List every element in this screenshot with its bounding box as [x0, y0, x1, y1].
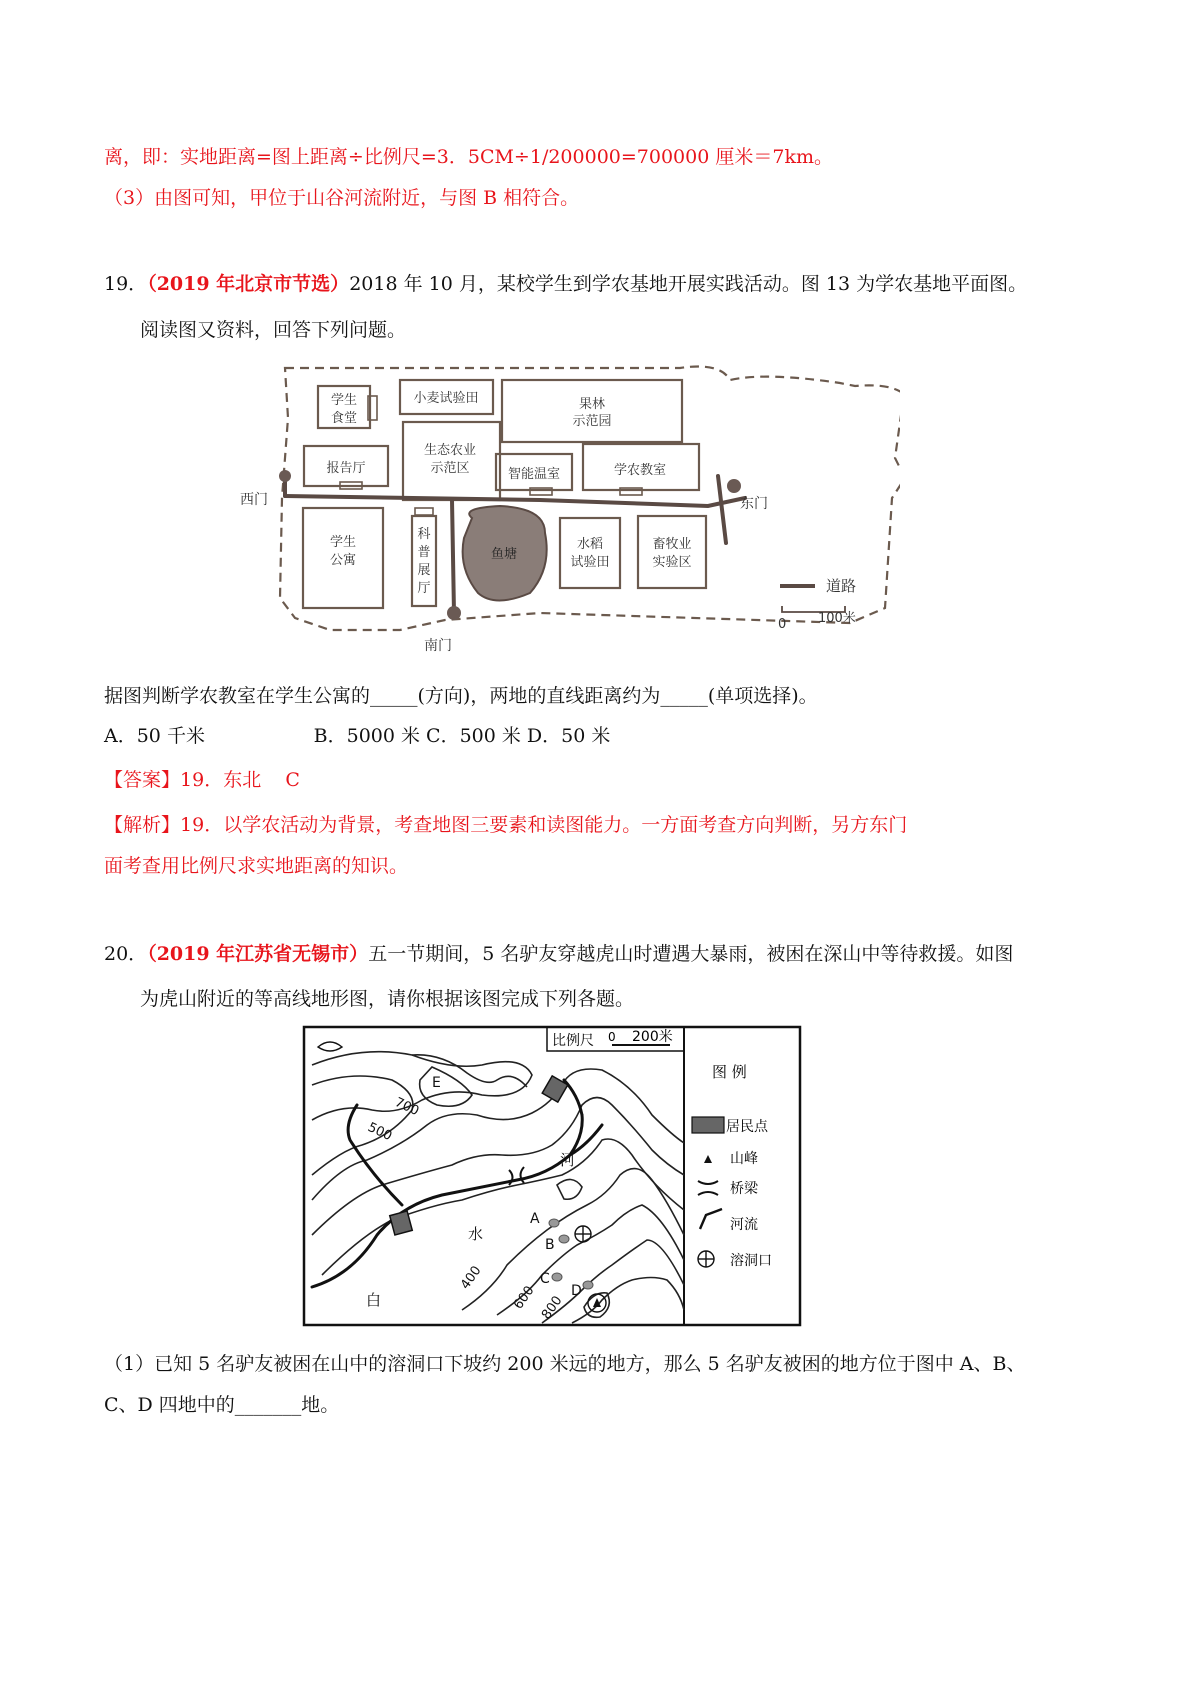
- q20-number: 20．: [104, 943, 148, 965]
- contour-700: 700: [392, 1095, 422, 1120]
- farm-base-map: [240, 358, 900, 658]
- river-char-he: 河: [560, 1151, 576, 1169]
- legend-peak: 山峰: [730, 1151, 758, 1167]
- label-wheat: 小麦试验田: [413, 391, 479, 406]
- label-fishpond: 鱼塘: [490, 547, 518, 562]
- q20-stem-line-1: [104, 940, 1013, 968]
- tiger-mountain-contour-map: [302, 1025, 802, 1327]
- label-canteen-2: 食堂: [330, 411, 358, 426]
- river-char-bai: 白: [366, 1291, 382, 1309]
- legend-road: 道路: [826, 577, 857, 595]
- legend-scale-zero: 0: [778, 617, 787, 632]
- point-b: B: [545, 1237, 555, 1253]
- legend-cave: 溶洞口: [730, 1253, 772, 1269]
- label-eco-1: 生态农业: [423, 443, 477, 458]
- label-west-gate: 西门: [240, 492, 268, 508]
- q20-sub1-line-2: C、D 四地中的_______地。: [104, 1394, 340, 1416]
- point-e: E: [432, 1075, 441, 1091]
- legend-settlement: 居民点: [726, 1119, 768, 1135]
- q19-analysis-line-2: 面考查用比例尺求实地距离的知识。: [104, 855, 409, 877]
- q20-stem-text: 五一节期间，5 名驴友穿越虎山时遭遇大暴雨，被困在深山中等待救援。如图: [368, 943, 1014, 965]
- river-char-shui: 水: [468, 1225, 484, 1243]
- q19-stem-line-2: 阅读图又资料，回答下列问题。: [140, 319, 407, 341]
- legend-river: 河流: [730, 1217, 758, 1233]
- label-dorm-2: 公寓: [329, 553, 357, 568]
- label-classroom: 学农教室: [613, 463, 667, 478]
- q19-question: 据图判断学农教室在学生公寓的_____(方向)，两地的直线距离约为_____(单项选择)。: [104, 685, 818, 707]
- point-d: D: [571, 1283, 582, 1299]
- q19-options: A．50 千米 B．5000 米 C．500 米 D．50 米: [104, 725, 611, 747]
- room-livestock: [638, 516, 706, 588]
- road-south-spur: [452, 500, 454, 613]
- label-science-2: 普: [417, 545, 431, 560]
- label-livestock-1: 畜牧业: [652, 537, 692, 552]
- label-dorm-1: 学生: [329, 535, 357, 550]
- legend-title: 图 例: [712, 1063, 747, 1081]
- q20-source: （2019 年江苏省无锡市）: [147, 943, 369, 965]
- q19-answer-tag: 【答案】: [104, 769, 181, 791]
- label-livestock-2: 实验区: [652, 555, 692, 570]
- road-east-spur: [718, 476, 726, 543]
- q19-analysis-tag: 【解析】: [104, 814, 181, 836]
- prev-answer-line-2: （3）由图可知，甲位于山谷河流附近，与图 B 相符合。: [104, 187, 580, 209]
- q20-stem-line-2: 为虎山附近的等高线地形图，请你根据该图完成下列各题。: [140, 988, 635, 1010]
- q19-stem-text: 2018 年 10 月，某校学生到学农基地开展实践活动。图 13 为学农基地平面图。: [349, 273, 1028, 295]
- q19-answer: [104, 766, 300, 794]
- q19-number: 19．: [104, 273, 148, 295]
- q19-stem-line-1: [104, 270, 1027, 298]
- label-rice-1: 水稻: [576, 537, 604, 552]
- point-c: C: [540, 1271, 550, 1287]
- label-eco-2: 示范区: [430, 461, 470, 476]
- contour-500: 500: [365, 1120, 395, 1145]
- q19-source: （2019 年北京市节选）: [147, 273, 350, 295]
- point-a: A: [530, 1211, 540, 1227]
- legend-scale-length: 100米: [818, 611, 856, 626]
- contour-600: 600: [510, 1283, 538, 1313]
- label-rice-2: 试验田: [570, 555, 610, 570]
- contour-400: 400: [457, 1263, 485, 1293]
- label-greenhouse: 智能温室: [507, 467, 561, 482]
- q19-analysis-line-1: [104, 811, 907, 839]
- label-east-gate: 东门: [740, 496, 768, 512]
- label-south-gate: 南门: [424, 638, 452, 654]
- label-science-1: 科: [417, 527, 431, 542]
- legend-bridge: 桥梁: [730, 1181, 758, 1197]
- label-science-3: 展: [417, 563, 431, 578]
- q20-sub1-line-1: （1）已知 5 名驴友被困在山中的溶洞口下坡约 200 米远的地方，那么 5 名驴友被困的地方位于图中 A、B、: [104, 1353, 1026, 1375]
- room-rice-field: [560, 518, 620, 588]
- q19-answer-text: 19．东北 C: [180, 769, 300, 791]
- label-science-4: 厅: [417, 581, 431, 596]
- scale-label: 比例尺: [552, 1033, 594, 1049]
- label-hall: 报告厅: [326, 461, 366, 476]
- q19-analysis-text: 19．以学农活动为背景，考查地图三要素和读图能力。一方面考查方向判断，另方东门: [180, 814, 908, 836]
- contour-800: 800: [538, 1293, 566, 1323]
- scale-zero: 0: [608, 1030, 616, 1044]
- scale-length: 200米: [632, 1029, 673, 1045]
- label-canteen-1: 学生: [330, 393, 358, 408]
- road-main-ew: [285, 496, 745, 506]
- prev-answer-line-1: 离，即：实地距离=图上距离÷比例尺=3．5CM÷1/200000=700000 厘米＝7km。: [104, 146, 833, 168]
- label-orchard-2: 示范园: [572, 414, 612, 429]
- label-orchard-1: 果林: [578, 397, 606, 412]
